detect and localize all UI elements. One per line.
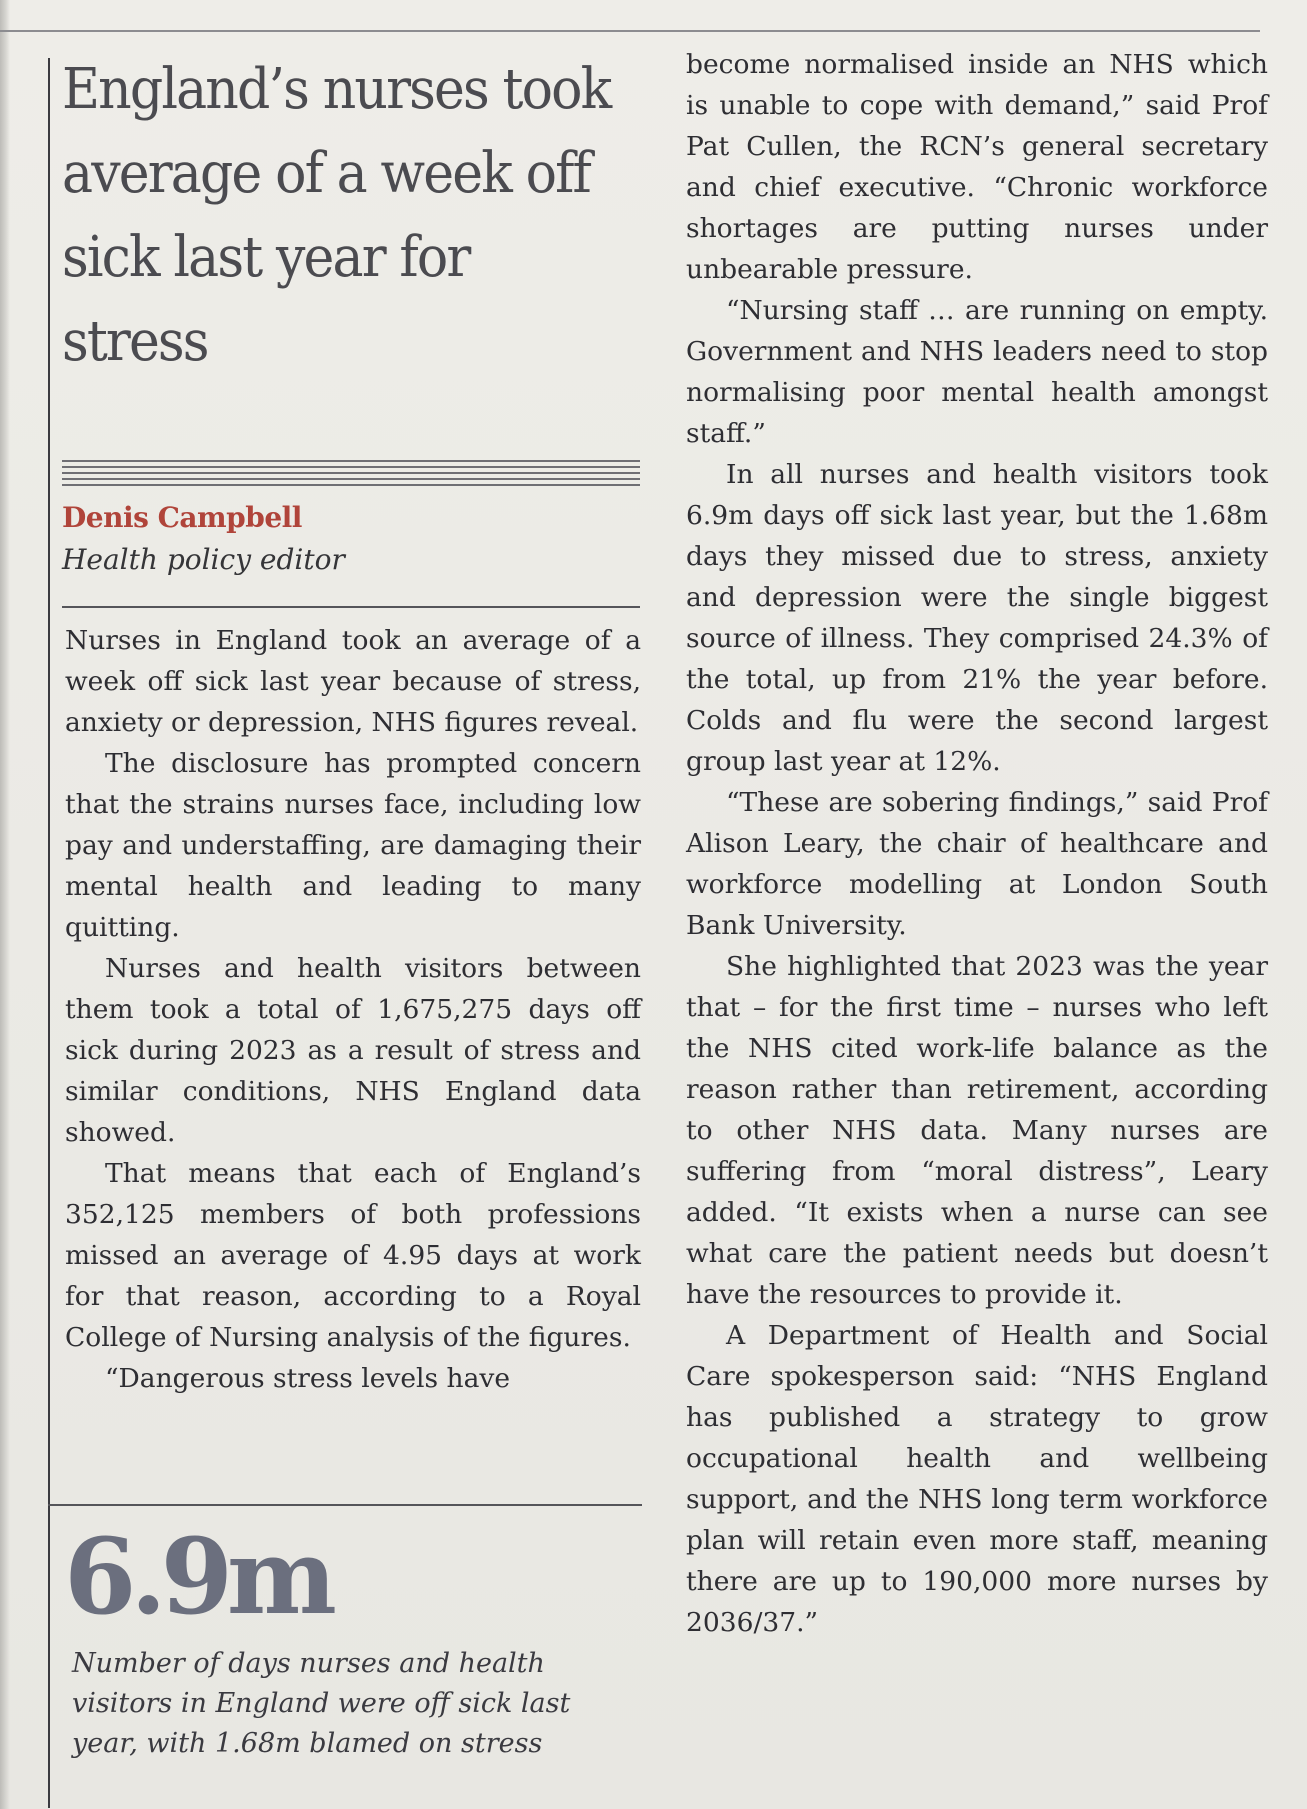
byline-divider — [62, 606, 640, 608]
page-edge-shadow — [0, 0, 10, 1809]
paragraph: “These are sobering findings,” said Prof Alison Leary, the chair of healthcare and workforce modelling at London South Bank University. — [686, 787, 1268, 941]
paragraph: become normalised inside an NHS which is unable to cope with demand,” said Prof Pat Cullen, the RCN’s general secretary and chief executive. “Chronic workforce shortages are putting nurses under unbearable pressure. — [686, 49, 1268, 285]
paragraph: That means that each of England’s 352,125 members of both professions missed an average of 4.95 days at work for that reason, according to a Royal College of Nursing analysis of the figures. — [65, 1158, 641, 1353]
headline-block — [62, 48, 640, 384]
paragraph: “Nursing staff … are running on empty. Government and NHS leaders need to stop normalising poor mental health amongst staff.” — [686, 295, 1268, 449]
article-body-left-column — [65, 620, 641, 1399]
paragraph: In all nurses and health visitors took 6.9m days off sick last year, but the 1.68m days they missed due to stress, anxiety and depression were the single biggest source of illness. They comprised 24.3% of the total, up from 21% the year before. Colds and flu were the second largest group last year at 12%. — [686, 459, 1268, 777]
stat-number: 6.9m — [64, 1515, 331, 1638]
headline-divider — [62, 460, 640, 486]
author-role: Health policy editor — [62, 543, 345, 576]
paragraph: A Department of Health and Social Care spokesperson said: “NHS England has published a strategy to grow occupational health and wellbeing support, and the NHS long term workforce plan will retain even more staff, meaning there are up to 190,000 more nurses by 2036/37.” — [686, 1320, 1268, 1638]
top-rule — [0, 30, 1260, 32]
stat-caption: Number of days nurses and health visitors in England were off sick last year, with 1.68m blamed on stress — [72, 1648, 571, 1759]
paragraph: “Dangerous stress levels have — [105, 1363, 511, 1394]
paragraph: She highlighted that 2023 was the year that – for the first time – nurses who left the NHS cited work-life balance as the reason rather than retirement, according to other NHS data. Many nurses are suffering from “moral distress”, Leary added. “It exists when a nurse can see what care the patient needs but doesn’t have the resources to provide it. — [686, 951, 1268, 1310]
byline — [62, 496, 640, 580]
stat-divider — [48, 1504, 642, 1506]
column-rule-left — [48, 58, 50, 1808]
headline: England’s nurses took average of a week off sick last year for stress — [62, 57, 611, 374]
article-body-right-column — [686, 44, 1268, 1643]
paragraph: The disclosure has prompted concern that the strains nurses face, including low pay and understaffing, are damaging their mental health and leading to many quitting. — [65, 748, 641, 943]
paragraph: Nurses in England took an average of a week off sick last year because of stress, anxiety or depression, NHS figures reveal. — [65, 625, 641, 738]
paragraph: Nurses and health visitors between them took a total of 1,675,275 days off sick during 2023 as a result of stress and similar conditions, NHS England data showed. — [65, 953, 641, 1148]
author-name: Denis Campbell — [62, 501, 302, 534]
